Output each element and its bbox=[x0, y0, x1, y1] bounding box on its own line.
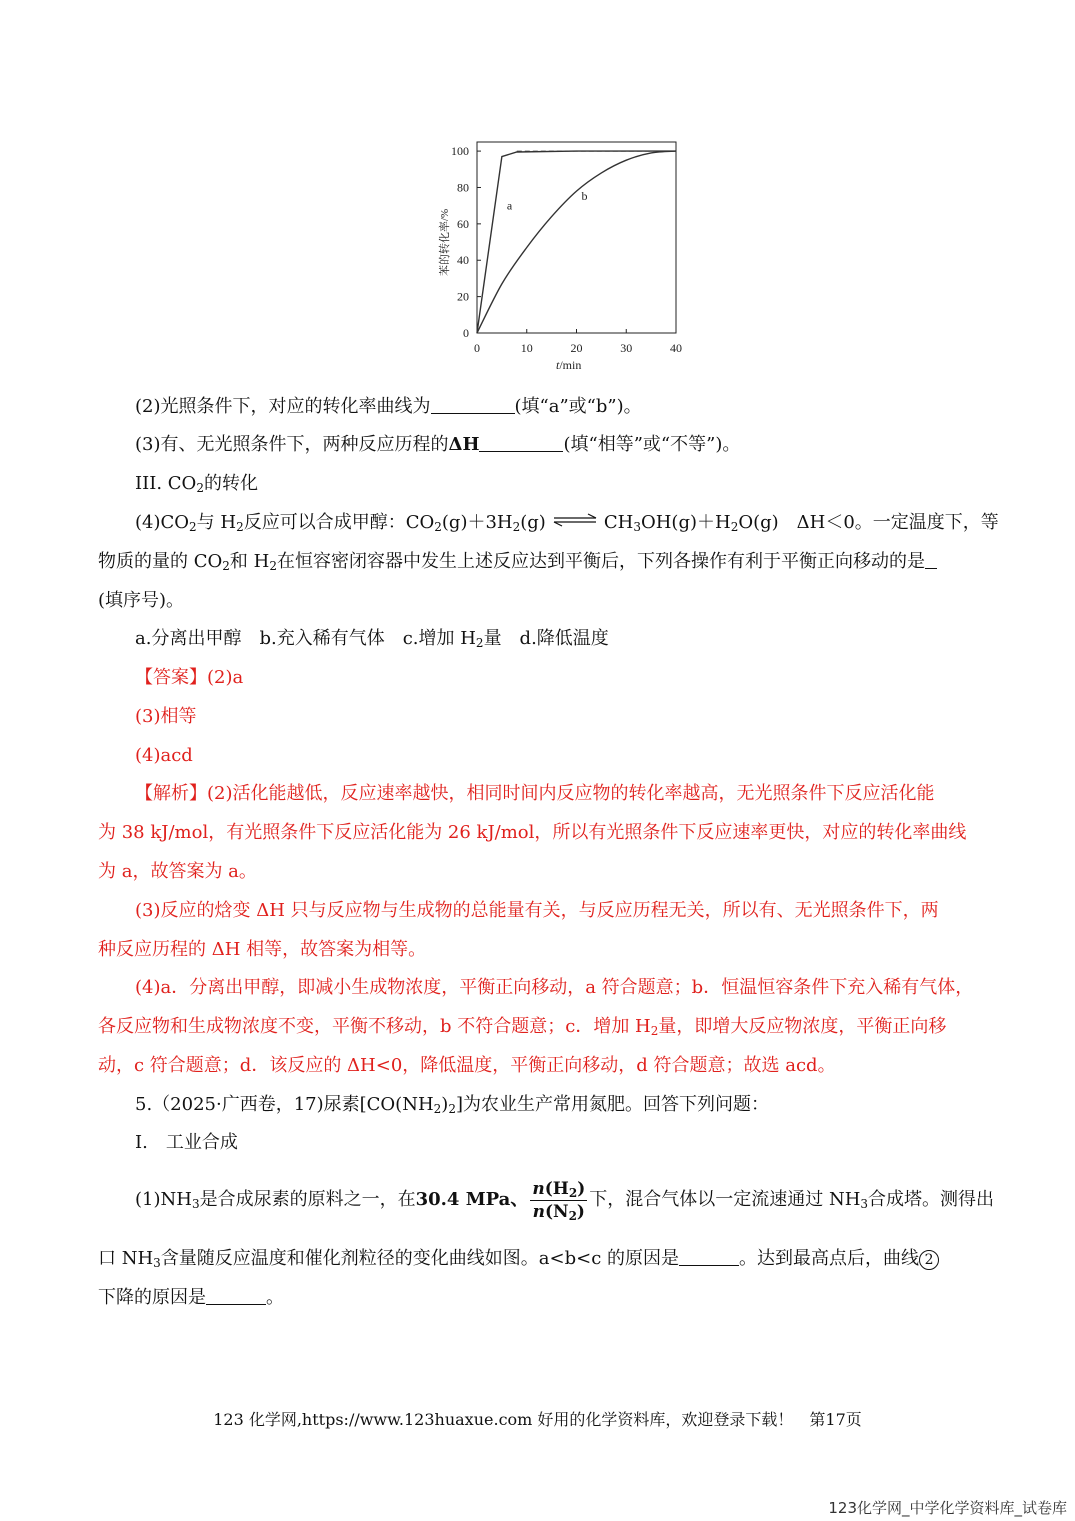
q4-options: a.分离出甲醇 b.充入稀有气体 c.增加 $H_2$量 d.降低温度 bbox=[135, 628, 609, 650]
explanation-line-3: 为 a，故答案为 a。 bbox=[98, 861, 257, 882]
q1-line-1: $(1)NH_3$是合成尿素的原料之一，在30.4 MPa、 $\frac{n(H_2)}{n(N_2)}$ 下，混合气体以一定流速通过 $NH_3$合成塔。测得出 bbox=[135, 1178, 995, 1223]
explanation-line-1: 【解析】(2)活化能越低，反应速率越快，相同时间内反应物的转化率越高，无光照条件下反应活化能 bbox=[135, 783, 935, 804]
explanation-line-4: (3)反应的焓变 ΔH 只与反应物与生成物的总能量有关，与反应历程无关，所以有、无光照条件下，两 bbox=[135, 900, 939, 921]
q3-blank bbox=[479, 433, 563, 452]
y-tick-label: 60 bbox=[457, 216, 469, 231]
q4-line-2: 物质的量的 $CO_2$和 $H_2$在恒容密闭容器中发生上述反应达到平衡后，下列各操作有利于平衡正向移动的是 bbox=[98, 550, 937, 574]
q1-blank-1 bbox=[679, 1247, 739, 1266]
series-b-label: b bbox=[581, 189, 588, 204]
q2-line: (2)光照条件下，对应的转化率曲线为 (填“a”或“b”)。 bbox=[135, 396, 642, 417]
q4-line-1: $(4)CO_2$与 $H_2$反应可以合成甲醇：$CO_2(g)+3H_2(g)$ $CH_3OH(g)+H_2O(g)$ ΔH＜0。一定温度下，等 bbox=[135, 512, 999, 534]
section-i-heading: I. 工业合成 bbox=[135, 1132, 238, 1153]
y-tick-label: 80 bbox=[457, 180, 469, 195]
y-tick-label: 0 bbox=[463, 326, 469, 340]
explanation-line-2: 为 38 kJ/mol，有光照条件下反应活化能为 26 kJ/mol，所以有光照条件下反应速率更快，对应的转化率曲线 bbox=[98, 822, 967, 843]
circled-number: 2 bbox=[919, 1250, 939, 1270]
conversion-chart bbox=[430, 136, 690, 376]
site-watermark: 123化学网_中学化学资料库_试卷库 bbox=[828, 1499, 1067, 1517]
explanation-line-8: 动，c 符合题意；d．该反应的 ΔH<0，降低温度，平衡正向移动，d 符合题意；故选 acd。 bbox=[98, 1055, 836, 1076]
q1-line-2: 口 $NH_3$含量随反应温度和催化剂粒径的变化曲线如图。a<b<c 的原因是 。达到最高点后，曲线 2 bbox=[98, 1247, 939, 1271]
y-tick-label: 20 bbox=[457, 289, 469, 304]
answer-line-3: (4)acd bbox=[135, 745, 193, 766]
question-5-heading: 5.（2025·广西卷，17)尿素$[CO(NH_2)_2]$为农业生产常用氮肥。回答下列问题： bbox=[135, 1094, 769, 1116]
y-axis-label: 苯的转化率/% bbox=[439, 208, 451, 276]
series-b-line bbox=[477, 151, 676, 333]
answer-line-2: (3)相等 bbox=[135, 706, 197, 727]
x-tick-label: 40 bbox=[670, 341, 682, 355]
answer-line-1: 【答案】(2)a bbox=[135, 667, 244, 688]
series-a-line bbox=[477, 151, 676, 333]
explanation-line-5: 种反应历程的 ΔH 相等，故答案为相等。 bbox=[98, 939, 427, 960]
page-footer: 123 化学网,https://www.123huaxue.com 好用的化学资料库，欢迎登录下载！ 第17页 bbox=[213, 1410, 862, 1429]
explanation-line-7: 各反应物和生成物浓度不变，平衡不移动，b 不符合题意；c．增加 $H_2$量，即增大反应物浓度，平衡正向移 bbox=[98, 1016, 947, 1038]
plot-frame bbox=[477, 142, 676, 333]
y-tick-label: 100 bbox=[451, 144, 469, 159]
x-tick-label: 30 bbox=[620, 341, 633, 355]
equilibrium-arrow-icon bbox=[552, 513, 598, 527]
x-tick-label: 20 bbox=[570, 341, 583, 355]
explanation-line-6: (4)a．分离出甲醇，即减小生成物浓度，平衡正向移动，a 符合题意；b．恒温恒容条件下充入稀有气体， bbox=[135, 977, 974, 998]
explanation-tag: 【解析】 bbox=[135, 783, 207, 804]
x-tick-label: 0 bbox=[474, 341, 480, 355]
q1-blank-2 bbox=[206, 1286, 266, 1305]
q1-line-3: 下降的原因是 。 bbox=[98, 1287, 284, 1308]
q4-blank bbox=[925, 550, 937, 569]
x-tick-label: 10 bbox=[520, 341, 533, 355]
series-a-label: a bbox=[506, 198, 513, 213]
q2-blank bbox=[431, 395, 515, 414]
section-iii-heading: III. $CO_2$的转化 bbox=[135, 473, 258, 495]
y-tick-label: 40 bbox=[457, 253, 469, 268]
q4-line-3: (填序号)。 bbox=[98, 590, 185, 611]
x-axis-label: t/min bbox=[556, 358, 582, 372]
ratio-fraction: $\frac{n(H_2)}{n(N_2)}$ bbox=[532, 1178, 586, 1223]
answer-tag: 【答案】 bbox=[135, 667, 207, 688]
q3-line: (3)有、无光照条件下，两种反应历程的ΔH (填“相等”或“不等”)。 bbox=[135, 434, 741, 455]
